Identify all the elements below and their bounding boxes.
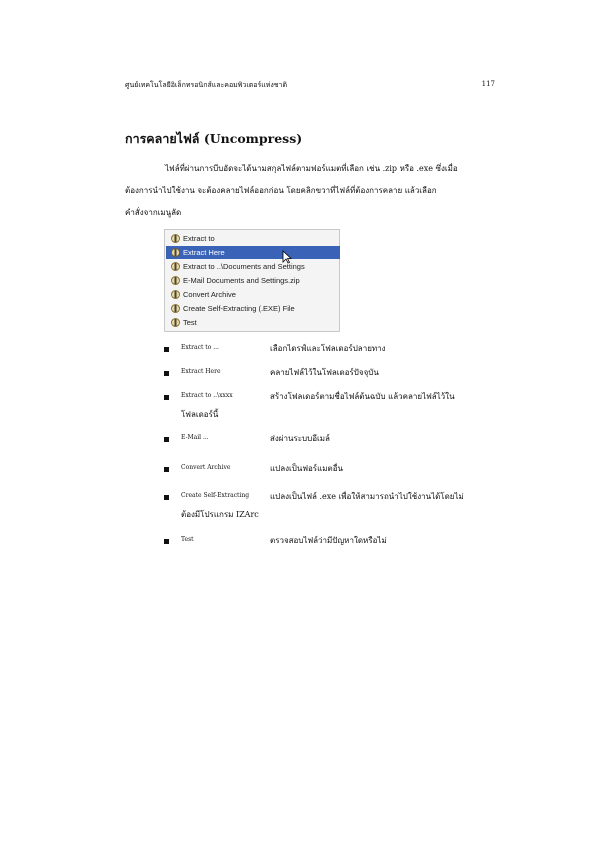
winzip-icon (171, 276, 180, 285)
option-term: Extract Here (181, 368, 221, 375)
option-description: แปลงเป็นไฟล์ .exe เพื่อให้สามารถนำไปใช้งานได้โดยไม่ (270, 492, 464, 501)
winzip-icon (171, 304, 180, 313)
option-term: Convert Archive (181, 464, 231, 471)
bullet-square-icon (164, 539, 169, 544)
winzip-icon (171, 262, 180, 271)
option-description-continued: ต้องมีโปรแกรม IZArc (181, 510, 259, 519)
option-term: Test (181, 536, 194, 543)
page-number: 117 (481, 80, 495, 88)
menu-item-label: Test (183, 318, 197, 327)
bullet-square-icon (164, 371, 169, 376)
bullet-square-icon (164, 395, 169, 400)
header-organization: ศูนย์เทคโนโลยีอิเล็กทรอนิกส์และคอมพิวเตอร์แห่งชาติ (125, 81, 287, 89)
bullet-square-icon (164, 495, 169, 500)
option-term: Extract to ... (181, 344, 219, 351)
menu-item-label: Extract to (183, 234, 215, 243)
menu-item-email[interactable] (166, 274, 340, 287)
bullet-square-icon (164, 437, 169, 442)
menu-item-label: E-Mail Documents and Settings.zip (183, 276, 300, 285)
bullet-square-icon (164, 467, 169, 472)
option-term: Extract to ..\xxxx (181, 392, 233, 399)
menu-item-label: Convert Archive (183, 290, 236, 299)
paragraph-line: คำสั่งจากเมนูลัด (125, 208, 182, 217)
option-description: คลายไฟล์ไว้ในโฟลเดอร์ปัจจุบัน (270, 368, 379, 377)
option-term: E-Mail ... (181, 434, 209, 441)
option-description: เลือกไดรฟ์และโฟลเดอร์ปลายทาง (270, 344, 386, 353)
menu-item-extract-to[interactable] (166, 232, 340, 245)
mouse-pointer-icon (282, 250, 292, 264)
context-menu (164, 229, 340, 332)
bullet-square-icon (164, 347, 169, 352)
menu-item-create-self-extracting[interactable] (166, 302, 340, 315)
menu-item-label: Create Self-Extracting (.EXE) File (183, 304, 295, 313)
menu-item-label: Extract to ..\Documents and Settings (183, 262, 305, 271)
winzip-icon (171, 290, 180, 299)
menu-item-label: Extract Here (183, 248, 225, 257)
menu-item-extract-here[interactable] (166, 246, 340, 259)
winzip-icon (171, 234, 180, 243)
intro-paragraph (125, 158, 495, 224)
option-description: แปลงเป็นฟอร์แมตอื่น (270, 464, 343, 473)
menu-item-test[interactable] (166, 316, 340, 329)
section-title: การคลายไฟล์ (Uncompress) (125, 131, 303, 146)
paragraph-line: ต้องการนำไปใช้งาน จะต้องคลายไฟล์ออกก่อน โดยคลิกขวาที่ไฟล์ที่ต้องการคลาย แล้วเลือก (125, 186, 437, 195)
page-header (125, 80, 495, 94)
option-term: Create Self-Extracting (181, 492, 250, 499)
option-description-continued: โฟลเดอร์นี้ (181, 410, 219, 419)
option-description: ส่งผ่านระบบอีเมล์ (270, 434, 330, 443)
option-description: สร้างโฟลเดอร์ตามชื่อไฟล์ต้นฉบับ แล้วคลายไฟล์ไว้ใน (270, 392, 455, 401)
winzip-icon (171, 248, 180, 257)
menu-item-convert-archive[interactable] (166, 288, 340, 301)
menu-item-extract-to-folder[interactable] (166, 260, 340, 273)
paragraph-line: ไฟล์ที่ผ่านการบีบอัดจะได้นามสกุลไฟล์ตามฟอร์แมตที่เลือก เช่น .zip หรือ .exe ซึ่งเมื่อ (165, 164, 458, 173)
option-description: ตรวจสอบไฟล์ว่ามีปัญหาใดหรือไม่ (270, 536, 387, 545)
winzip-icon (171, 318, 180, 327)
